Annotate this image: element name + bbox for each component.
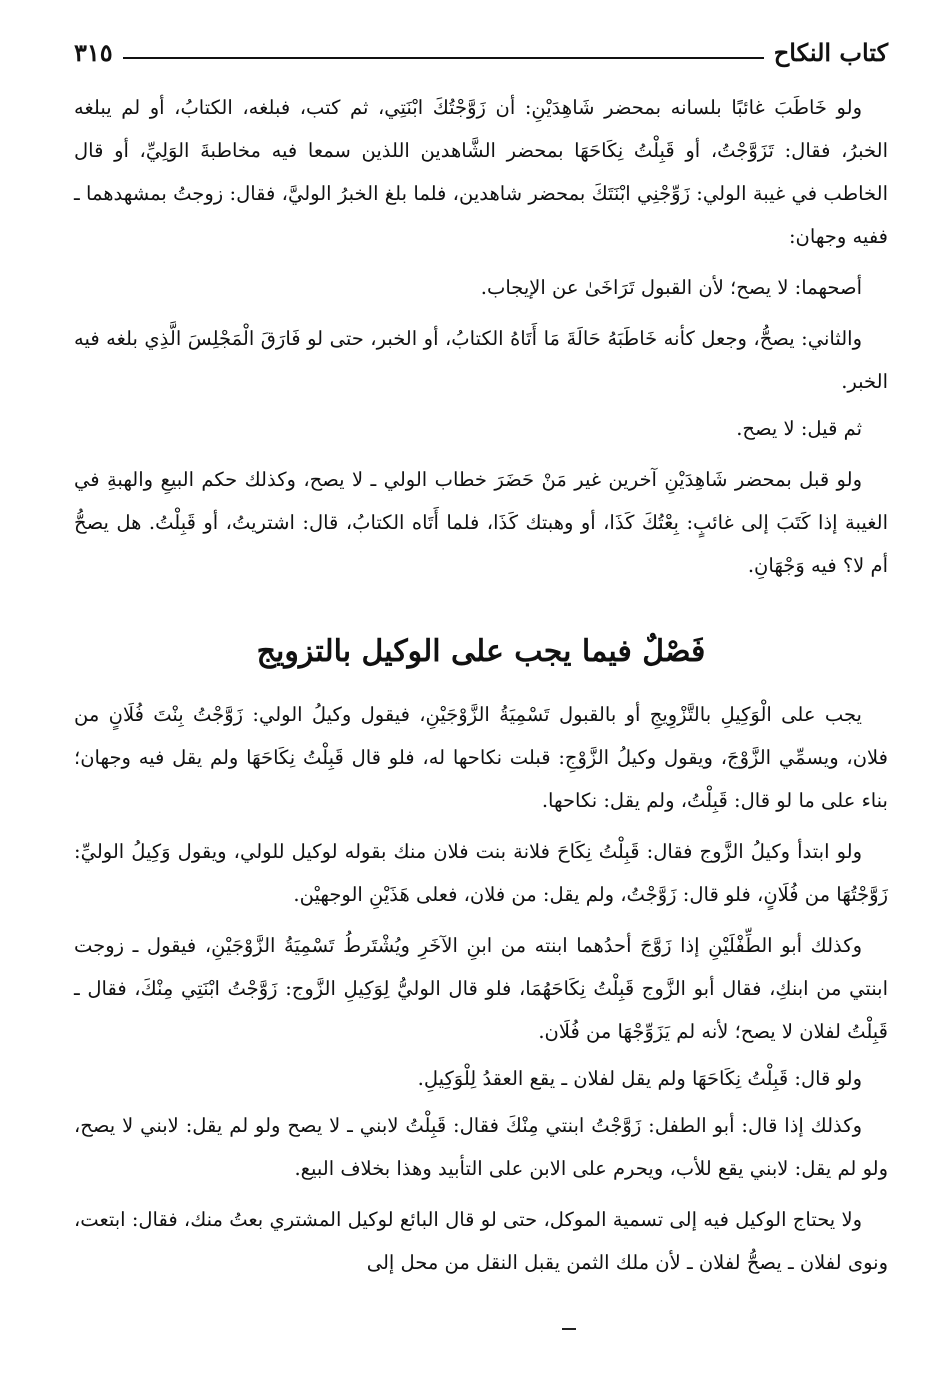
paragraph: ولو ابتدأ وكيلُ الزَّوج فقال: قَبِلْتُ نِكَاحَ فلانة بنت فلان منك بقوله لوكيل للولي، ويقول وَكِيلُ الوليِّ: زَوَّجْتُهَا من فُلَانٍ، فلو قال: زَوَّجْتُ، ولم يقل: من فلان، فعلى هَذَيْنِ الوجهيْن. bbox=[74, 840, 888, 906]
page-body bbox=[74, 86, 888, 1284]
paragraph: ولو قال: قَبِلْتُ نِكَاحَهَا ولم يقل لفلان ـ يقع العقدُ لِلْوَكِيلِ. bbox=[417, 1067, 862, 1090]
paragraph: يجب على الْوَكِيلِ بالتَّزْوِيجِ أو بالقبول تَسْمِيَةُ الزَّوْجَيْنِ، فيقول وكيلُ الولي: زَوَّجْتُ بِنْتَ فُلَانٍ من فلان، ويسمِّي الزَّوْجَ، ويقول وكيلُ الزَّوْجِ: قبلت نكاحها له، فلو قال قَبِلْتُ نِكَاحَهَا ولم يقل فيه وجهان؛ بناء على ما لو قال: قَبِلْتُ، ولم يقل: نكاحها. bbox=[74, 703, 888, 812]
header-rule bbox=[123, 57, 764, 59]
paragraph: ولا يحتاج الوكيل فيه إلى تسمية الموكل، حتى لو قال البائع لوكيل المشتري بعتُ منك، فقال: ابتعت، ونوى لفلان ـ يصحُّ لفلان ـ لأن ملك الثمن يقبل النقل من محل إلى bbox=[74, 1208, 888, 1274]
page-header bbox=[74, 34, 888, 70]
running-title: كتاب النكاح bbox=[773, 37, 888, 67]
paragraph: والثاني: يصحُّ، وجعل كأنه خَاطَبَهُ حَالَةَ مَا أَتَاهُ الكتابُ، أو الخبر، حتى لو فَارَقَ الْمَجْلِسَ الَّذِي بلغه فيه الخبر. bbox=[74, 327, 888, 393]
page-bottom-mark bbox=[562, 1328, 576, 1330]
section-heading: فَصْلٌ فيما يجب على الوكيل بالتزويج bbox=[256, 634, 706, 669]
paragraph: ثم قيل: لا يصح. bbox=[736, 417, 862, 440]
paragraph: ولو قبل بمحضر شَاهِدَيْنِ آخرين غير مَنْ حَضَرَ خطاب الولي ـ لا يصح، وكذلك حكم البيعِ والهبةِ في الغيبة إذا كَتَبَ إلى غائبٍ: بِعْتُكَ كَذَا، أو وهبتك كَذَا، فلما أَتَاه الكتابُ، قال: اشتريتُ، أو قَبِلْتُ. هل يصحُّ أم لا؟ فيه وَجْهَانِ. bbox=[74, 468, 888, 577]
paragraph: أصحهما: لا يصح؛ لأن القبول تَرَاخَىٰ عن الإيجاب. bbox=[480, 276, 862, 299]
page-number: ٣١٥ bbox=[74, 37, 113, 67]
paragraph: وكذلك أبو الطِّفْلَيْنِ إذا زَوَّجَ أحدُهما ابنته من ابنِ الآخَرِ ويُشْتَرطُ تَسْمِيَةُ الزَّوْجَيْنِ، فيقول ـ زوجت ابنتي من ابنكِ، فقال أبو الزَّوج قَبِلْتُ نِكَاحَهُمَا، فلو قال الوليُّ لِوَكِيلِ الزَّوج: زَوَّجْتُ ابْنَتِي مِنْكَ، فقال ـ قَبِلْتُ لفلان لا يصح؛ لأنه لم يَزَوِّجْهَا من فُلَان. bbox=[74, 934, 888, 1043]
paragraph: وكذلك إذا قال: أبو الطفل: زَوَّجْتُ ابنتي مِنْكَ فقال: قَبِلْتُ لابني ـ لا يصح ولو لم يقل: لابني لا يصح، ولو لم يقل: لابني يقع للأب، ويحرم على الابن على التأبيد وهذا بخلاف البيع. bbox=[74, 1114, 888, 1180]
paragraph: ولو خَاطَبَ غائبًا بلسانه بمحضر شَاهِدَيْنِ: أن زَوَّجْتُكَ ابْنَتِي، ثم كتب، فبلغه، الكتابُ، أو لم يبلغه الخبرُ، فقال: تَزَوَّجْتُ، أو قَبِلْتُ نِكَاحَهَا بمحضر الشَّاهدين اللذين سمعا فيه مخاطبةَ الوَلِيِّ، أو قال الخاطب في غيبة الولي: زَوِّجْنِي ابْنَتَكَ بمحضر شاهدين، فلما بلغ الخبرُ الوليَّ، فقال: زوجتُ بمشهدهما ـ ففيه وجهان: bbox=[74, 96, 888, 248]
